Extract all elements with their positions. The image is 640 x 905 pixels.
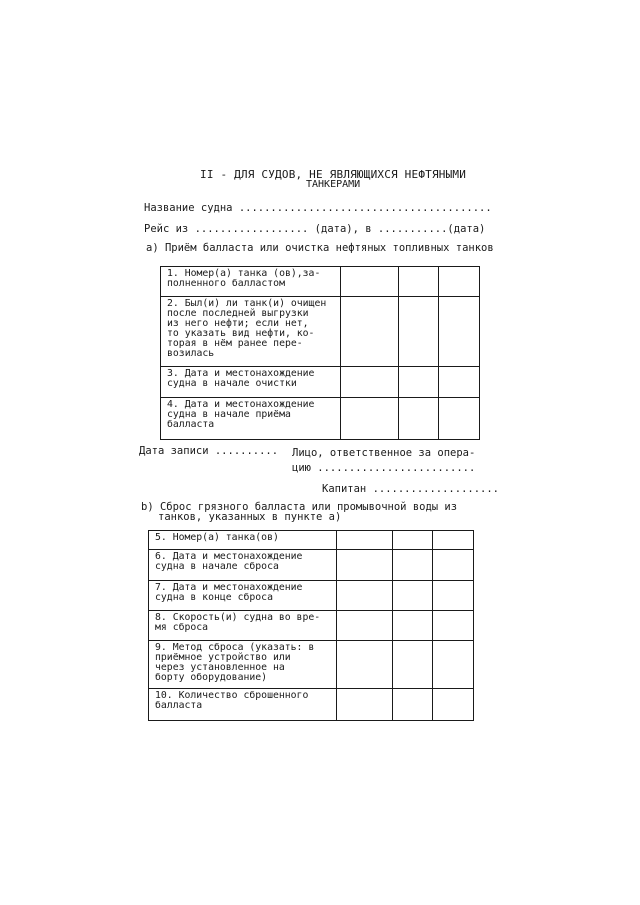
row-label: 6. Дата и местонахождение судна в начале сброса	[149, 550, 337, 581]
part-b-heading: b) Сброс грязного балласта или промывочной воды из	[141, 501, 458, 513]
table-row	[161, 398, 480, 440]
entry-cell[interactable]	[399, 367, 439, 398]
entry-cell[interactable]	[393, 581, 433, 611]
entry-cell[interactable]	[341, 297, 399, 367]
entry-cell[interactable]	[439, 267, 480, 297]
voyage-field[interactable]: Рейс из .................. (дата), в ...........(дата)	[144, 223, 486, 235]
row-label: 5. Номер(а) танка(ов)	[149, 531, 337, 550]
entry-cell[interactable]	[393, 641, 433, 689]
row-label: 9. Метод сброса (указать: в приёмное устройство или через установленное на борту оборудование)	[149, 641, 337, 689]
entry-cell[interactable]	[393, 550, 433, 581]
ballast-discharge-table	[148, 530, 474, 721]
section-title: II - ДЛЯ СУДОВ, НЕ ЯВЛЯЮЩИХСЯ НЕФТЯНЫМИ	[200, 168, 467, 181]
row-label: 4. Дата и местонахождение судна в начале приёма балласта	[161, 398, 341, 440]
table-row	[149, 550, 474, 581]
table-row	[149, 581, 474, 611]
table-row	[161, 267, 480, 297]
entry-cell[interactable]	[337, 611, 393, 641]
ballast-intake-table	[160, 266, 480, 440]
table-row	[149, 531, 474, 550]
entry-cell[interactable]	[399, 297, 439, 367]
entry-cell[interactable]	[433, 550, 474, 581]
table-row	[161, 367, 480, 398]
table-row	[149, 611, 474, 641]
entry-cell[interactable]	[393, 611, 433, 641]
part-b-heading-continued: танков, указанных в пункте а)	[158, 511, 342, 523]
entry-cell[interactable]	[341, 267, 399, 297]
entry-cell[interactable]	[433, 689, 474, 721]
entry-cell[interactable]	[337, 641, 393, 689]
row-label: 2. Был(и) ли танк(и) очищен после последней выгрузки из него нефти; если нет, то указать вид нефти, ко- торая в нём ранее пере- возилась	[161, 297, 341, 367]
entry-cell[interactable]	[433, 641, 474, 689]
entry-cell[interactable]	[393, 689, 433, 721]
row-label: 1. Номер(а) танка (ов),за- полненного балластом	[161, 267, 341, 297]
table-row	[149, 641, 474, 689]
row-label: 8. Скорость(и) судна во вре- мя сброса	[149, 611, 337, 641]
entry-cell[interactable]	[433, 611, 474, 641]
table-row	[161, 297, 480, 367]
section-title-continued: ТАНКЕРАМИ	[306, 179, 361, 190]
entry-cell[interactable]	[399, 398, 439, 440]
captain-field[interactable]: Капитан ....................	[322, 483, 500, 495]
entry-cell[interactable]	[433, 581, 474, 611]
entry-cell[interactable]	[337, 581, 393, 611]
row-label: 3. Дата и местонахождение судна в начале очистки	[161, 367, 341, 398]
entry-cell[interactable]	[337, 689, 393, 721]
entry-cell[interactable]	[393, 531, 433, 550]
entry-cell[interactable]	[439, 398, 480, 440]
entry-cell[interactable]	[433, 531, 474, 550]
row-label: 7. Дата и местонахождение судна в конце сброса	[149, 581, 337, 611]
part-a-heading: а) Приём балласта или очистка нефтяных топливных танков	[146, 242, 494, 254]
table-row	[149, 689, 474, 721]
responsible-person-field[interactable]: цию .........................	[292, 462, 476, 474]
ship-name-field[interactable]: Название судна ........................................	[144, 202, 492, 214]
responsible-person-label: Лицо, ответственное за опера-	[292, 447, 476, 459]
entry-cell[interactable]	[337, 531, 393, 550]
entry-cell[interactable]	[399, 267, 439, 297]
entry-cell[interactable]	[341, 367, 399, 398]
record-date-field[interactable]: Дата записи ..........	[139, 445, 279, 457]
entry-cell[interactable]	[439, 367, 480, 398]
row-label: 10. Количество сброшенного балласта	[149, 689, 337, 721]
entry-cell[interactable]	[341, 398, 399, 440]
entry-cell[interactable]	[337, 550, 393, 581]
entry-cell[interactable]	[439, 297, 480, 367]
